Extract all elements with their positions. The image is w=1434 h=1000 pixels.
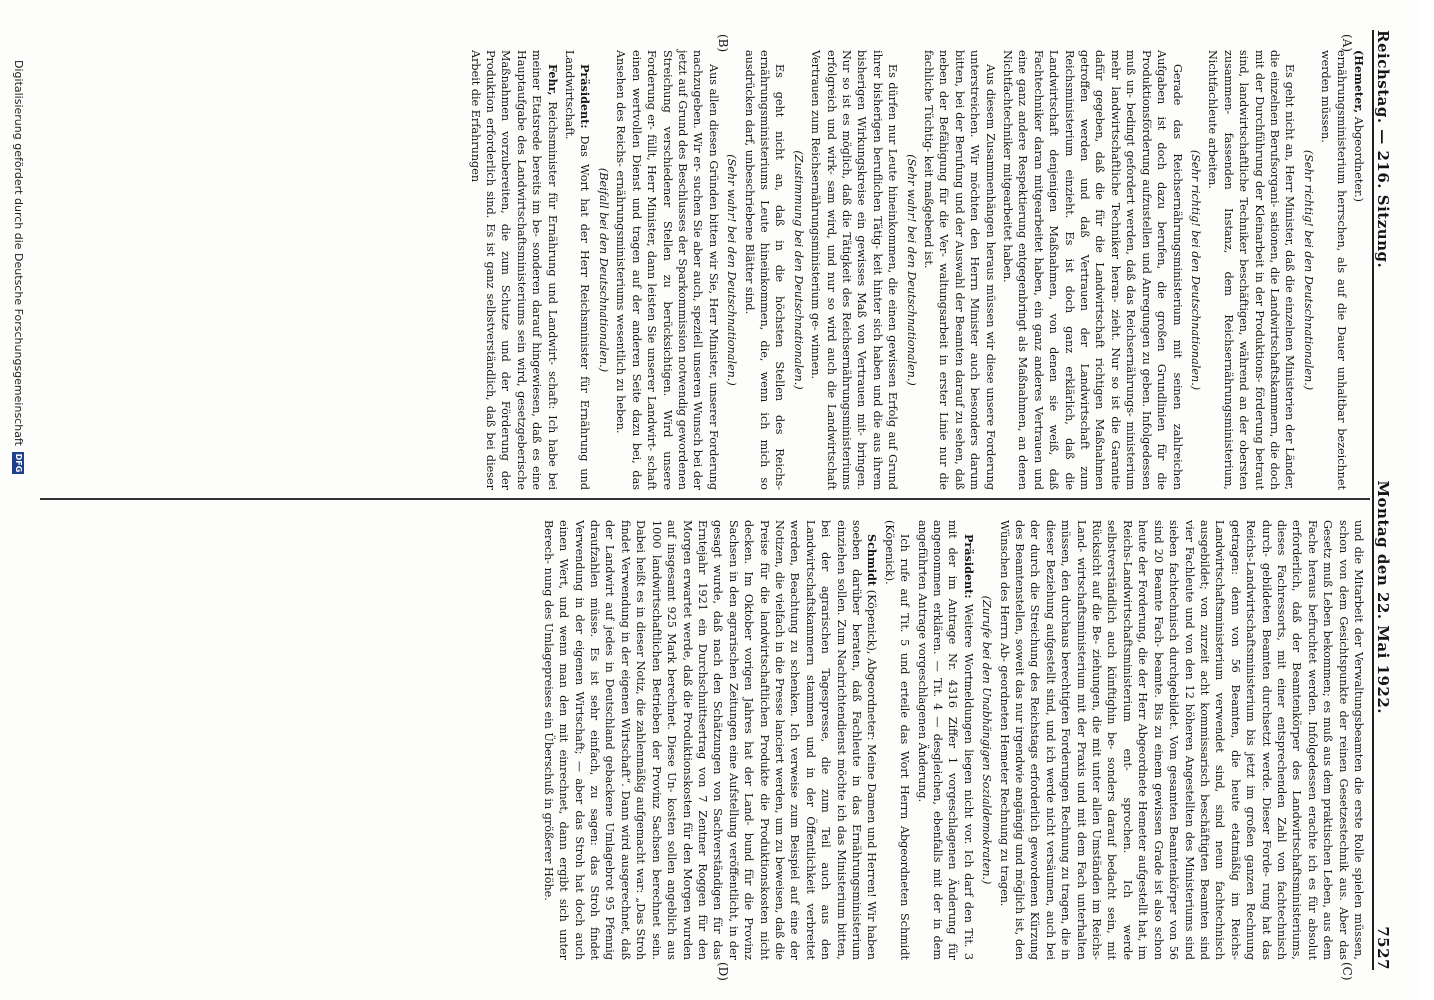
interjection-note: (Sehr wahr! bei den Deutschnationalen.) (904, 154, 918, 386)
body-paragraph: Aus allen diesen Gründen bitten wir Sie, Herr Minister, unserer Forderung nachzugeben. Wir er- suchen Sie aber auch, speziell unseren Wunsch bei der jetzt auf Grund des Beschlusses der Sparkommission notwendig gewordenen Streichung verschiedener Stellen zu berücksichtigen. Wird unsere Forderung er- füllt, Herr Minister, dann leisten Sie unserer Landwirt- schaft einen wertvollen Dienst und tragen auf der anderen Seite dazu bei, das Ansehen des Reichs- ernährungsministeriums wesentlich zu heben. (614, 50, 720, 490)
speaker-name: Schmidt (865, 534, 880, 587)
body-paragraph: ernährungsministerium herrschen, als auf die Dauer unhaltbar bezeichnet werden müssen. (1319, 50, 1348, 490)
body-paragraph: Es geht nicht an, Herr Minister, daß die einzelnen Ministerien der Länder, die einzelnen Berufsorgani- sationen, die Landwirtschaftskammern, die doch mit der Durchführung der Kleinarbeit in der Produktions- förderung betraut sind, landwirtschaftliche Techniker beschäftigen, während an der obersten zusammen- fassenden Instanz, dem Reichsernährungsministerium, Nichtfachleute arbeiten. (1206, 50, 1297, 490)
speech-paragraph (914, 520, 976, 960)
speaker-line (1351, 50, 1366, 490)
speech-paragraph (540, 520, 879, 960)
speaker-name: Fehr, (545, 64, 560, 96)
speech-paragraph (467, 50, 559, 490)
body-paragraph: Es dürfen nur Leute hineinkommen, die einen gewissen Erfolg auf Grund ihrer bisherigen beruflichen Tätig- keit hinter sich haben und die aus ihrem bisherigen Wirkungskreise ein gewisses Maß von Vertrauen mit- bringen. Nur so ist es möglich, daß die Tätigkeit des Reichsernährungsministeriums erfolgreich und wirk- sam wird, und nur so wird auch die Landwirtschaft Vertrauen zum Reichsernährungsministerium ge- winnen. (809, 50, 900, 490)
body-paragraph: Ich rufe auf Tit. 5 und erteile das Wort Herrn Abgeordneten Schmidt (Köpenick). (882, 520, 912, 960)
speech-text: Weitere Wortmeldungen liegen nicht vor. Ich darf den Tit. 3 mit der im Antrage Nr. 4316 Ziffer 1 vorgeschlagenen Änderung für angenommen erklären. — Tit. 4 — desgleichen, ebenfalls mit der in dem angeführten Antrage vorgeschlagenen Änderung. (915, 520, 975, 960)
body-paragraph: und die Mitarbeit der Verwaltungsbeamten die erste Rolle spielen müssen, schon von dem Gesichtspunkte der reinen Gesetzestechnik aus. Aber das Gesetz muß Leben bekommen; es muß aus dem praktischen Leben, aus dem Fache heraus befruchtet werden. Infolgedessen erachte ich es für absolut erforderlich, daß der Beamtenkörper des Landwirtschaftsministeriums, dieses Fachressorts, mit einer entsprechenden Zahl von fachtechnisch durch- gebildeten Beamten durchsetzt werde. Dieser Forde- rung hat das Reichs-Landwirtschaftsministerium bis jetzt im großen ganzen Rechnung getragen: denn von 56 Beamten, die heute etatmäßig im Reichs-Landwirtschaftsministerium verwendet sind, sind neun fachtechnisch ausgebildet; von zurzeit acht kommissarisch beschäftigten Beamten sind vier Fachleute und von den 12 höheren Angestellten des Ministeriums sind sieben fachtechnisch durchgebildet. Vom gesamten Beamtenkörper von 56 sind 20 Beamte Fach- beamte. Bis zu einem gewissen Grade ist also schon heute der Forderung, die der Herr Abgeordnete Hemeter aufgestellt hat, im Reichs-Landwirtschaftsministerium ent- sprochen. Ich werde selbstverständlich auch künftighin be- sonders darauf bedacht sein, mit Rücksicht auf die Be- ziehungen, die mit unter allen Umständen im Reichs-Land- wirtschaftsministerium mit der Praxis und mit dem Fach unterhalten müssen, den durchaus berechtigten Forderungen Rechnung zu tragen, die in dieser Beziehung aufgestellt sind, und ich werde nicht versäumen, auch bei der durch die Streichung des Reichstags erforderlich gewordenen Kürzung des Beamtenstellen, soweit das nur irgendwie angängig und möglich ist, den Wünschen des Herrn Ab- geordneten Hemeter Rechnung zu tragen. (997, 520, 1365, 960)
footer-text: Digitalisierung gefördert durch die Deutsche Forschungsgemeinschaft (12, 60, 25, 446)
right-column (538, 520, 1366, 960)
body-paragraph: Es geht nicht an, daß in die höchsten Stellen des Reichs- ernährungsministeriums Leute hineinkommen, die, wenn ich mich so ausdrücken darf, unbeschriebene Blätter sind. (742, 50, 787, 490)
speech-paragraph (562, 50, 593, 490)
page-number: 7527 (1374, 926, 1392, 970)
footer-credit (12, 60, 25, 474)
speaker-name: Präsident: (578, 64, 593, 129)
header-date: Montag den 22. Mai 1922. (1374, 480, 1392, 715)
header-left: Reichstag. — 216. Sitzung. (1374, 30, 1392, 269)
speech-text: Reichsminister für Ernährung und Landwirt- schaft: Ich habe bei meiner Etatsrede bereits im be- sonderen darauf hingewiesen, daß es eine Hauptaufgabe des Landwirtschaftsministeriums sein wird, gesetzgeberische Maßnahmen vorzubereiten, die zum Schutze und der Förderung der Produktion erforderlich sind. Es ist ganz selbstverständlich, daß bei dieser Arbeit die Erfahrungen (468, 50, 559, 490)
interjection-note: (Beifall bei den Deutschnationalen.) (596, 167, 610, 373)
speech-text: Das Wort hat der Herr Reichsminister für Ernährung und Landwirtschaft. (563, 50, 592, 491)
margin-marker-c: (C) (1340, 962, 1354, 981)
speaker-role: Abgeordneter.) (1352, 116, 1365, 203)
speaker-name: (Hemeter, (1352, 50, 1366, 114)
body-paragraph: Gerade das Reichsernährungsministerium mit seinen zahlreichen Aufgaben ist doch dazu berufen, die großen Grundlinien für die Produktionsförderung aufzustellen und Anregungen zu geben. Infolgedessen muß un- bedingt gefordert werden, daß das Reichsernährungs- ministerium mehr landwirtschaftliche Techniker heran- zieht. Nur so ist die Garantie dafür gegeben, daß die für die Landwirtschaft richtigen Maßnahmen getroffen werden und daß Vertrauen der Landwirtschaft zum Reichsministerium einzieht. Es ist doch ganz erklärlich, daß die Landwirtschaft denjenigen Maßnahmen, von denen sie weiß, daß Fachtechniker daran mitgearbeitet haben, ein ganz anderes Vertrauen und eine ganz andere Respektierung entgegenbringt als Maßnahmen, an denen Nichtfachtechniker mitgearbeitet haben. (1001, 50, 1184, 490)
page-header (1372, 30, 1402, 970)
margin-marker-d: (D) (716, 962, 730, 981)
margin-marker-a: (A) (1340, 34, 1354, 53)
speech-text: (Köpenick), Abgeordneter: Meine Damen und Herren! Wir haben soeben darüber beraten, daß Fachleute in das Ernährungsministerium einziehen sollen. Zum Nachrichtendienst möchte ich das Ministerium bitten, bei der agrarischen Tagespresse, die zum Teil auch aus den Landwirtschaftskammern stammen und in der Öffentlichkeit verbreitet werden, Beachtung zu schenken. Ich verweise zum Beispiel auf eine der Notizen, die vielfach in die Presse lanciert werden, um zu beweisen, daß die Preise für die landwirtschaftlichen Produkte die Produktionskosten nicht decken. Im Oktober vorigen Jahres hat der Land- bund für die Provinz Sachsen in den agrarischen Zeitungen eine Aufstellung veröffentlicht, in der gesagt wurde, daß nach den Schätzungen von Sachverständigen für das Erntejahr 1921 ein Durchschnittsertrag von 7 Zentner Roggen für den Morgen erwartet werde, daß die Produktionskosten für den Morgen wurden auf insgesamt 925 Mark berechnet. Diese Un- kosten sollen angeblich aus 1000 landwirtschaftlichen Betrieben der Provinz Sachsen berechnet sein. Dabei heißt es in dieser Notiz, die zahlenmäßig aufgemacht war: „Das Stroh findet Verwendung in der eigenen Wirtschaft“. Dann wird ausgerechnet, daß der Landwirt auf jedes in Deutschland gebackene Umlagebrot 95 Pfennig draufzahlen müsse. Es ist sehr einfach, zu sagen: das Stroh findet Verwendung in der eigenen Wirtschaft; — aber das Stroh hat doch auch einen Wert, und wenn man den mit einrechnet, dann ergibt sich unter Berech- nung des Umlagepreises ein Überschuß in größerer Höhe. (541, 520, 879, 960)
interjection-note: (Sehr richtig! bei den Deutschnationalen.) (1301, 149, 1315, 391)
column-divider (40, 498, 1370, 500)
speaker-name: Präsident: (961, 534, 976, 599)
dfg-logo-icon: DFG (14, 453, 24, 473)
left-column (465, 50, 1366, 490)
interjection-note: (Sehr wahr! bei den Deutschnationalen.) (725, 154, 739, 386)
margin-marker-b: (B) (716, 34, 730, 53)
interjection-note: (Zustimmung bei den Deutschnationalen.) (791, 150, 805, 390)
interjection-note: (Zurufe bei den Unabhängigen Sozialdemokraten.) (980, 595, 994, 885)
body-paragraph: Aus diesem Zusammenhängen heraus müssen wir diese unsere Forderung unterstreichen. Wir möchten den Herrn Minister auch besonders darum bitten, bei der Berufung und der Auswahl der Beamten darauf zu sehen, daß neben der Befähigung für die Ver- waltungsarbeit in erster Linie nur die fachliche Tüchtig- keit maßgebend ist. (922, 50, 997, 490)
interjection-note: (Sehr richtig! bei den Deutschnationalen.) (1188, 149, 1202, 391)
